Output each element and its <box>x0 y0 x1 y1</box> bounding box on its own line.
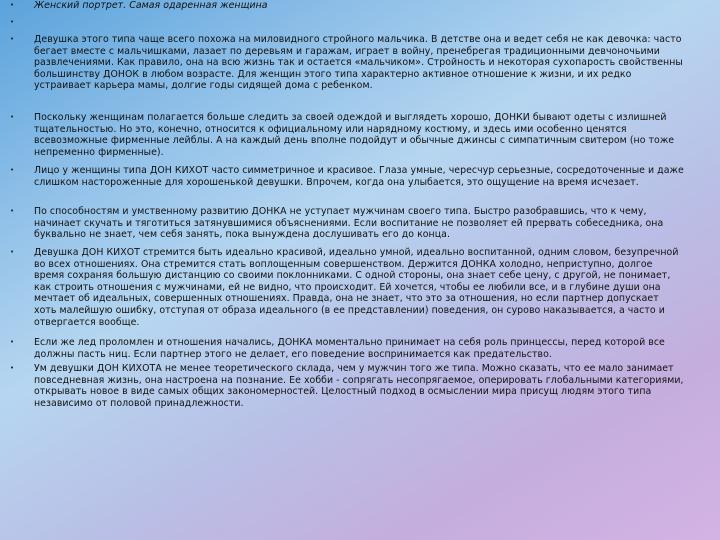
bullet-marker: • <box>10 1 15 9</box>
bullet-marker: • <box>10 338 15 346</box>
bullet-marker: • <box>10 35 15 43</box>
bullet-marker: • <box>10 207 15 215</box>
bullet-marker: • <box>10 18 15 26</box>
paragraph-abilities: По способностям и умственному развитию ДОНКА не уступает мужчинам своего типа. Быстро разобравшись, что к чему, начинает скучать и тяготиться затянувшимися объяснениями. Если воспитание не позволяет ей прервать собеседника, она буквально не знает, чем себя занять, пока вынуждена дослушивать его до конца. <box>34 206 664 241</box>
paragraph-relationships: Если же лед проломлен и отношения начались, ДОНКА моментально принимает на себя роль принцессы, перед которой все должны пасть ниц. Если партнер этого не делает, его поведение воспринимается как предательство. <box>34 337 665 360</box>
paragraph-mind: Ум девушки ДОН КИХОТА не менее теоретического склада, чем у мужчин того же типа. Можно сказать, что ее мало занимает повседневная жизнь, она настроена на познание. Ее хобби - сопрягать несопрягаемое, оперировать глобальными категориями, открывать новое в виде самых общих закономерностей. Целостный подход в осмыслении мира присущ людям этого типа независимо от половой принадлежности. <box>34 363 684 409</box>
bullet-marker: • <box>10 364 15 372</box>
paragraph-clothing: Поскольку женщинам полагается больше следить за своей одеждой и выглядеть хорошо, ДОНКИ бывают одеты с излишней тщательностью. Но это, конечно, относится к официальному или нарядному костюму, и здесь ими особенно ценятся всевозможные фирменные лейблы. А на каждый день вполне подойдут и обычные джинсы с симпатичным свитером (но тоже непременно фирменные). <box>34 112 675 158</box>
paragraph-face: Лицо у женщины типа ДОН КИХОТ часто симметричное и красивое. Глаза умные, чересчур серьезные, сосредоточенные и даже слишком настороженные для хорошенькой девушки. Впрочем, когда она улыбается, это ощущение на время исчезает. <box>34 165 684 188</box>
bullet-marker: • <box>10 113 15 121</box>
bullet-marker: • <box>10 166 15 174</box>
bullet-marker: • <box>10 248 15 256</box>
paragraph-ideal: Девушка ДОН КИХОТ стремится быть идеально красивой, идеально умной, идеально воспитанной, одним словом, безупречной во всех отношениях. Она стремится стать воплощенным совершенством. Держится ДОНКА холодно, неприступно, долгое время сохраняя большую дистанцию со своими поклонниками. С одной стороны, она знает себе цену, с другой, не понимает, как строить отношения с мужчинами, ей не видно, что происходит. Ей хочется, чтобы ее любили все, и в глубине души она мечтает об идеальных, совершенных отношениях. Правда, она не знает, что это за отношения, но если партнер допускает хоть малейшую ошибку, отступая от образа идеального (в ее представлении) поведения, он сурово наказывается, а часто и отвергается вообще. <box>34 247 679 328</box>
slide-title: Женский портрет. Самая одаренная женщина <box>34 0 268 11</box>
paragraph-appearance: Девушка этого типа чаще всего похожа на миловидного стройного мальчика. В детстве она и ведет себя не как девочка: часто бегает вместе с мальчишками, лазает по деревьям и гаражам, играет в войну, пренебрегая традиционными девчоночьими развлечениями. Как правило, она на всю жизнь так и остается «мальчиком». Стройность и некоторая сухопарость свойственны большинству ДОНОК в любом возрасте. Для женщин этого типа характерно активное отношение к жизни, и их редко устраивает карьера мамы, долгие годы сидящей дома с ребенком. <box>34 34 683 92</box>
